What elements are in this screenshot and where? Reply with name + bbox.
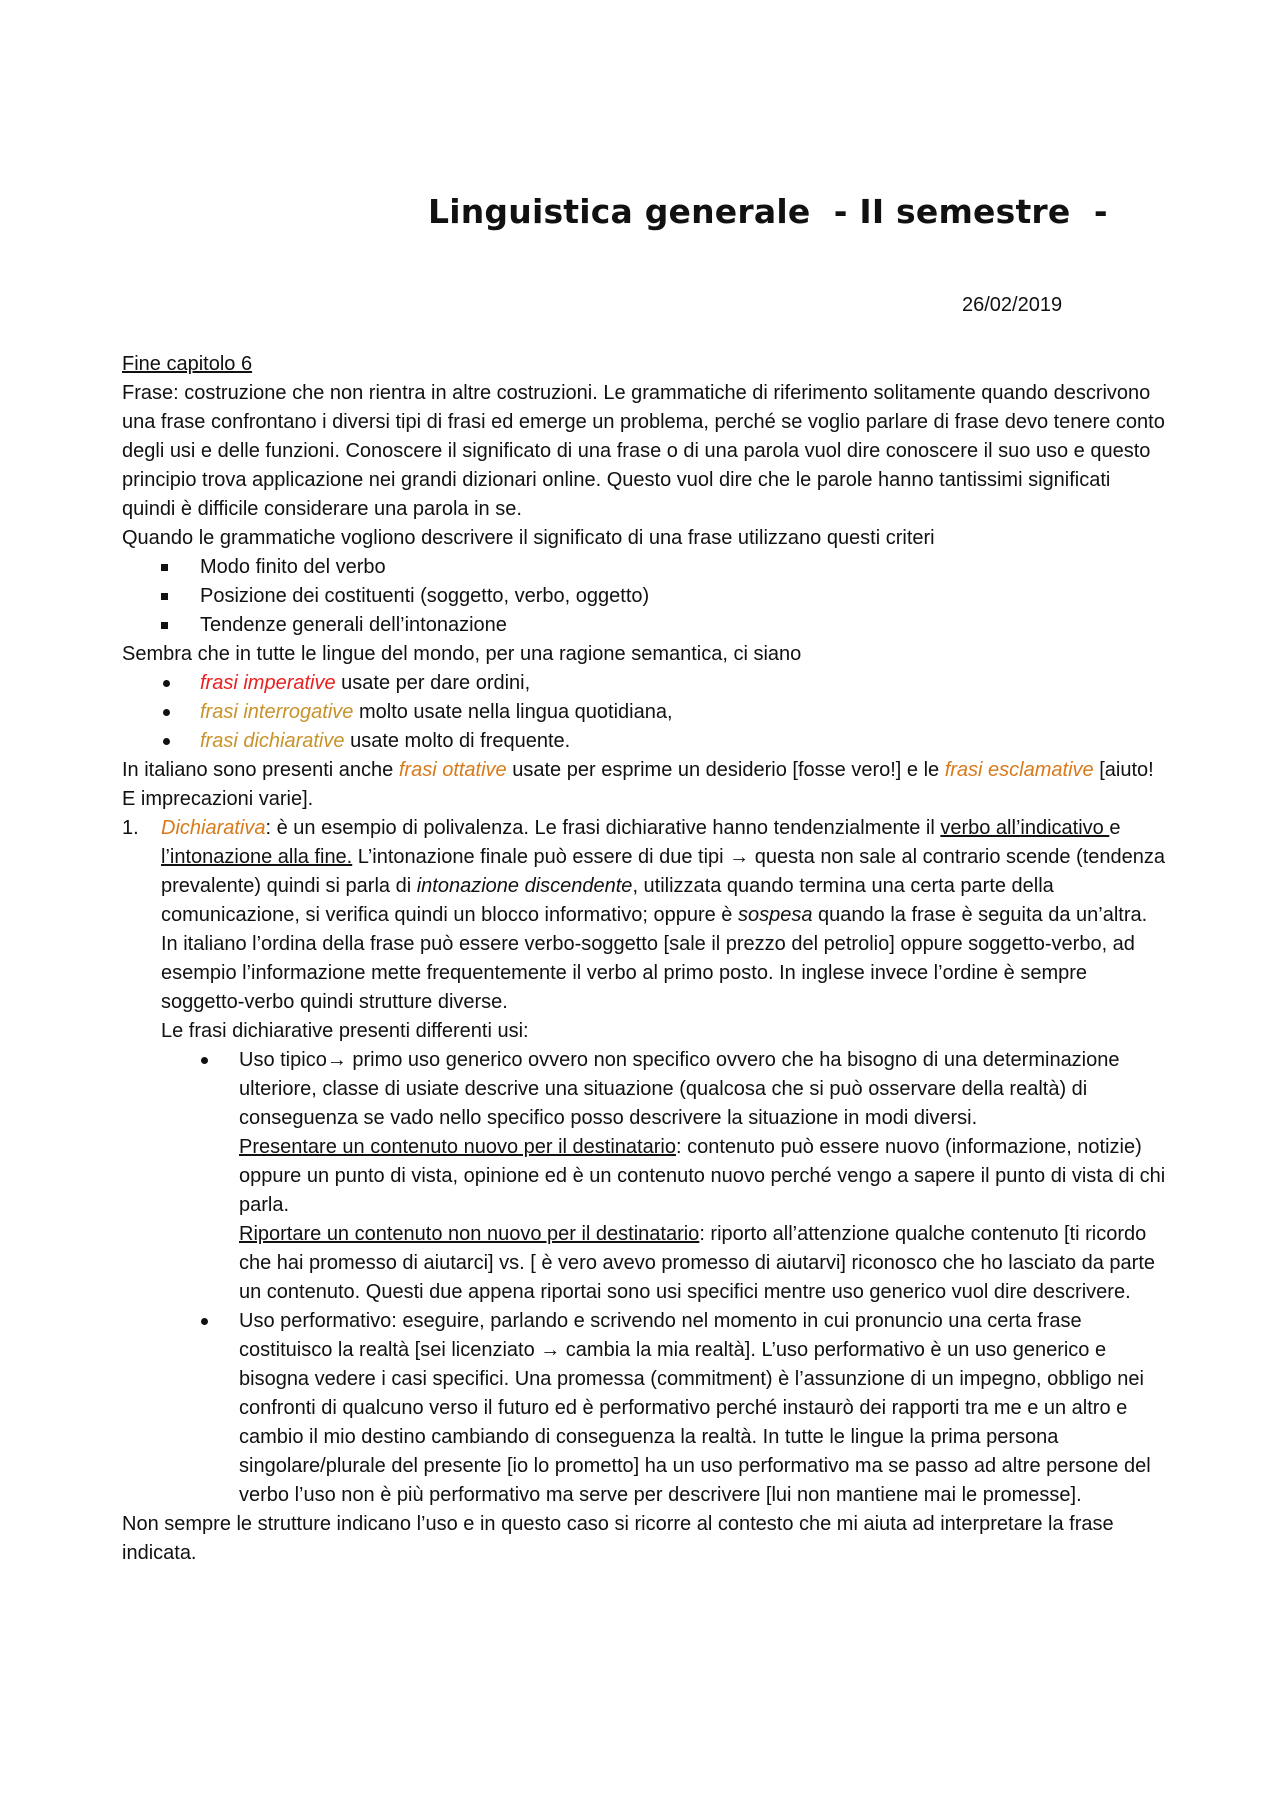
term-interrogative: frasi interrogative [200, 701, 354, 723]
criteria-list [122, 553, 1168, 640]
term-exclamative: frasi esclamative [944, 759, 1094, 781]
old-content-use: Riportare un contenuto non nuovo per il destinatario: riporto all’attenzione qualche contenuto [ti ricordo che hai promesso di aiutarci] vs. [ è vero avevo promesso di aiutarvi] riconosco che ho lasciato da parte un contenuto. Questi due appena riportai sono usi specifici mentre uso generico vuol dire descrivere. [239, 1223, 1156, 1303]
list-item: Tendenze generali dell’intonazione [200, 611, 1168, 640]
list-item: frasi dichiarative usate molto di frequente. [200, 727, 1168, 756]
document-date: 26/02/2019 [962, 294, 1063, 316]
intro-paragraph: Frase: costruzione che non rientra in altre costruzioni. Le grammatiche di riferimento solitamente quando descrivono una frase confrontano i diversi tipi di frasi ed emerge un problema, perché se voglio parlare di frase devo tenere conto degli usi e delle funzioni. Conoscere il significato di una frase o di una parola vuol dire conoscere il suo uso e questo principio trova applicazione nei grandi dizionari online. Questo vuol dire che le parole hanno tantissimi significati quindi è difficile considerare una parola in se. [122, 382, 1165, 520]
sentence-types-list [122, 669, 1168, 756]
types-intro: Sembra che in tutte le lingue del mondo, per una ragione semantica, ci siano [122, 643, 802, 665]
declarative-paragraph: Dichiarativa: è un esempio di polivalenza. Le frasi dichiarative hanno tendenzialmente il verbo all’indicativo e l’intonazione alla fine. L’intonazione finale può essere di due tipi → questa non sale al contrario scende (tendenza prevalente) quindi si parla di intonazione discendente, utilizzata quando termina una certa parte della comunicazione, si verifica quindi un blocco informativo; oppure è sospesa quando la frase è seguita da un’altra. [161, 817, 1166, 926]
list-item: Modo finito del verbo [200, 553, 1168, 582]
criteria-intro: Quando le grammatiche vogliono descrivere il significato di una frase utilizzano questi criteri [122, 527, 935, 549]
list-item: frasi imperative usate per dare ordini, [200, 669, 1168, 698]
term-declarative: frasi dichiarative [200, 730, 345, 752]
italian-paragraph: In italiano sono presenti anche frasi ottative usate per esprime un desiderio [fosse vero!] e le frasi esclamative [aiuto! E imprecazioni varie]. [122, 759, 1154, 810]
document-title: Linguistica generale - II semestre - [428, 192, 1108, 231]
performative-use: Uso performativo: eseguire, parlando e scrivendo nel momento in cui pronuncio una certa frase costituisco la realtà [sei licenziato → cambia la mia realtà]. L’uso performativo è un uso generico e bisogna vedere i casi specifici. Una promessa (commitment) è l’assunzione di un impegno, obbligo nei confronti di qualcuno verso il futuro ed è performativo perché instaurò dei rapporti tra me e un altro e cambio il mio destino cambiando di conseguenza la realtà. In tutte le lingue la prima persona singolare/plurale del presente [io lo prometto] ha un uso performativo ma se passo ad altre persone del verbo l’uso non è più performativo ma serve per descrivere [lui non mantiene mai le promesse]. [239, 1310, 1151, 1506]
list-item: frasi interrogative molto usate nella lingua quotidiana, [200, 698, 1168, 727]
section-heading: Fine capitolo 6 [122, 353, 253, 375]
term-imperative: frasi imperative [200, 672, 336, 694]
typical-use: Uso tipico→ primo uso generico ovvero non specifico ovvero che ha bisogno di una determinazione ulteriore, classe di usiate descrive una situazione (qualcosa che si può osservare della realtà) di conseguenza se vado nello specifico posso descrivere la situazione in modi diversi. [239, 1049, 1120, 1129]
numbered-item-declarative [122, 814, 1168, 1510]
list-item [239, 1046, 1168, 1307]
term-optative: frasi ottative [398, 759, 507, 781]
word-order-paragraph: In italiano l’ordina della frase può essere verbo-soggetto [sale il prezzo del petrolio] oppure soggetto-verbo, ad esempio l’informazione mette frequentemente il verbo al primo posto. In inglese invece l’ordine è sempre soggetto-verbo quindi strutture diverse. [161, 933, 1135, 1013]
new-content-use: Presentare un contenuto nuovo per il destinatario: contenuto può essere nuovo (informazione, notizie) oppure un punto di vista, opinione ed è un contenuto nuovo perché vengo a sapere il punto di vista di chi parla. [239, 1136, 1166, 1216]
term-dichiarativa: Dichiarativa [161, 817, 266, 839]
list-number: 1. [122, 817, 139, 839]
uses-intro: Le frasi dichiarative presenti differenti usi: [161, 1020, 529, 1042]
document-body [122, 350, 1168, 1568]
uses-list [161, 1046, 1168, 1510]
list-item [239, 1307, 1168, 1510]
closing-paragraph: Non sempre le strutture indicano l’uso e in questo caso si ricorre al contesto che mi aiuta ad interpretare la frase indicata. [122, 1513, 1114, 1564]
list-item: Posizione dei costituenti (soggetto, verbo, oggetto) [200, 582, 1168, 611]
